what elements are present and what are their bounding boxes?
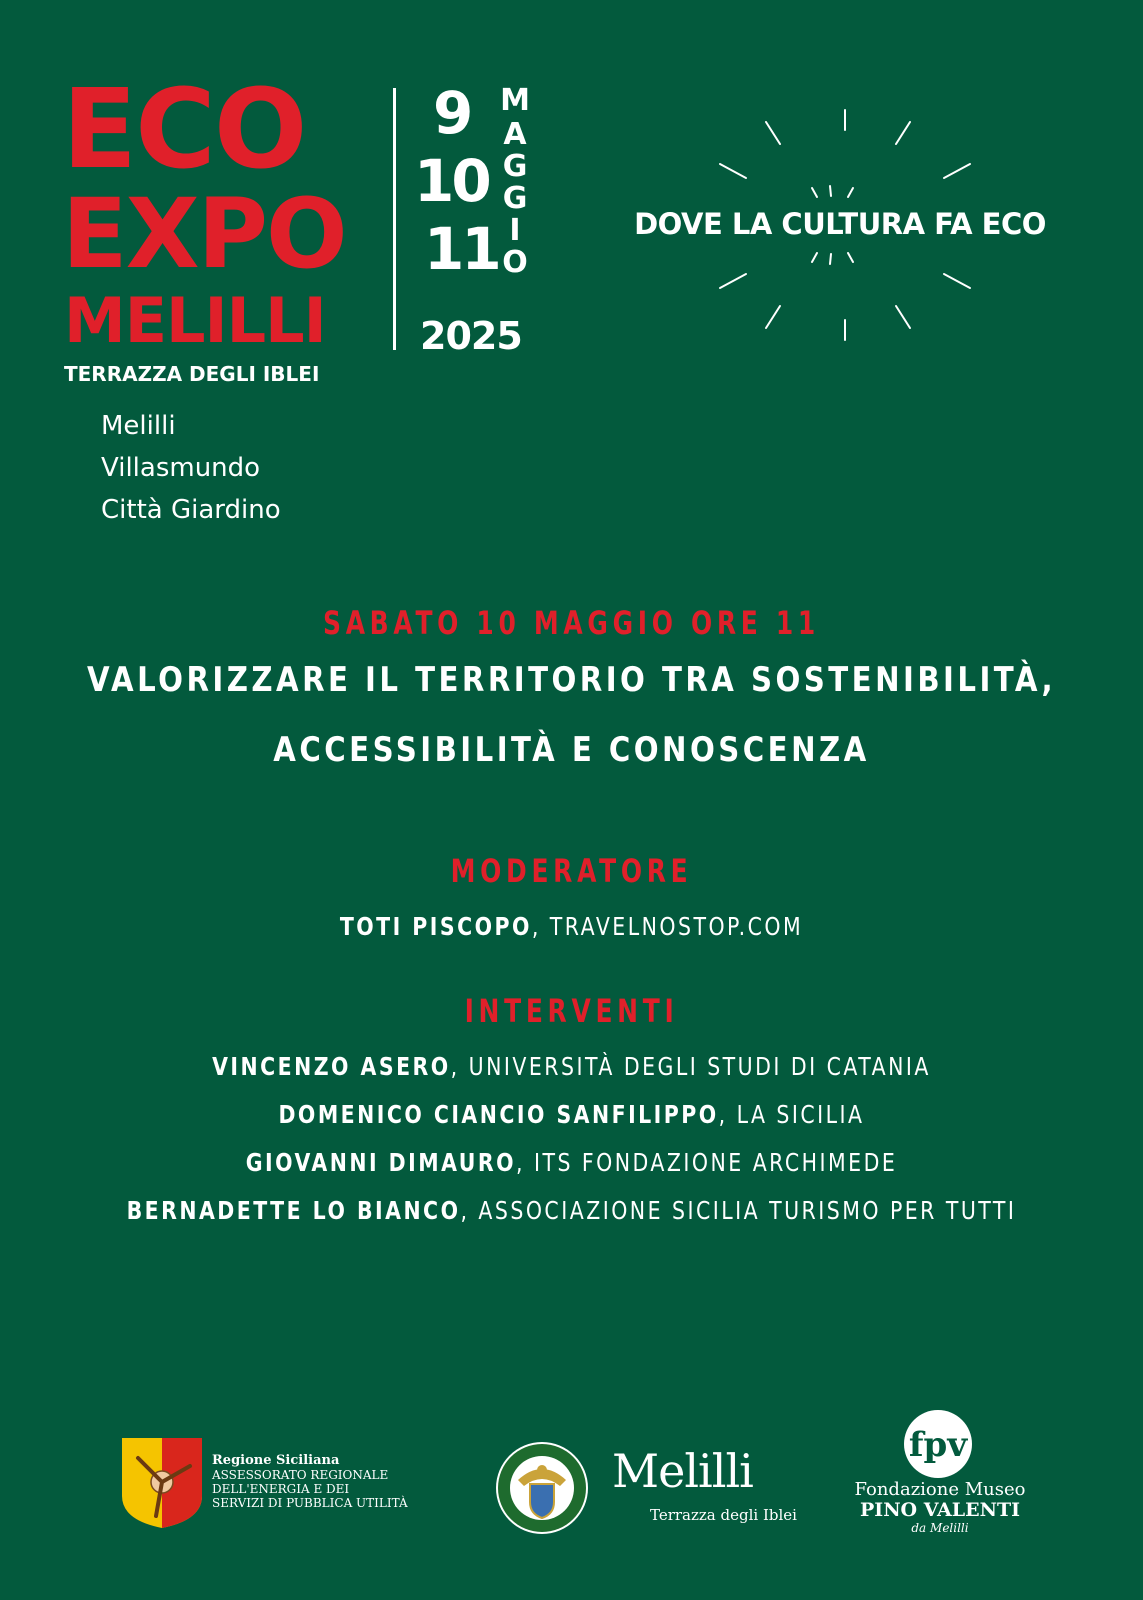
speaker-name: GIOVANNI DIMAURO [245,1148,517,1177]
tagline: DOVE LA CULTURA FA ECO [634,207,1046,241]
day-11: 11 [424,215,499,283]
event-year: 2025 [420,314,522,358]
fondazione-line3: da Melilli [911,1521,969,1535]
fondazione-text [850,1480,1030,1535]
fpv-monogram: fpv [908,1425,968,1465]
speaker-line [103,1148,1040,1177]
place-item: Città Giardino [101,495,281,525]
melilli-seal-icon [494,1440,590,1536]
session-date-time: SABATO 10 MAGGIO ORE 11 [323,604,820,642]
regione-line: DELL'ENERGIA E DEI [212,1482,350,1496]
moderator-heading: MODERATORE [450,852,693,890]
month-letter: A [503,117,527,152]
fondazione-line1: Fondazione Museo [854,1479,1026,1500]
speaker-affiliation: , ASSOCIAZIONE SICILIA TURISMO PER TUTTI [460,1196,1017,1225]
event-title-eco: ECO [62,65,306,193]
title-divider [393,88,396,350]
month-letter: I [509,213,521,248]
month-letter: M [500,83,530,118]
event-subtitle: TERRAZZA DEGLI IBLEI [64,362,320,386]
event-title-expo: EXPO [62,178,346,290]
fondazione-line2: PINO VALENTI [860,1499,1020,1521]
speaker-name: DOMENICO CIANCIO SANFILIPPO [278,1100,719,1129]
regione-line: ASSESSORATO REGIONALE [212,1468,389,1482]
melilli-logo-sub: Terrazza degli Iblei [650,1506,797,1524]
regione-title: Regione Siciliana [212,1453,340,1468]
regione-siciliana-shield-icon [120,1436,204,1530]
day-10: 10 [414,147,489,215]
event-title-melilli: MELILLI [64,284,326,357]
regione-siciliana-text [212,1454,408,1510]
moderator-line [103,912,1040,941]
moderator-affiliation: , TRAVELNOSTOP.COM [531,912,804,941]
speakers-heading: INTERVENTI [464,992,679,1030]
month-letter: G [502,181,528,216]
month-letter: G [502,149,528,184]
moderator-name: TOTI PISCOPO [339,912,532,941]
places-list [101,405,281,531]
speaker-affiliation: , LA SICILIA [718,1100,865,1129]
speaker-line [103,1100,1040,1129]
session-headline-line2: ACCESSIBILITÀ E CONOSCENZA [273,730,870,770]
melilli-logo-name: Melilli [612,1444,753,1498]
speaker-name: BERNADETTE LO BIANCO [126,1196,461,1225]
speaker-affiliation: , ITS FONDAZIONE ARCHIMEDE [516,1148,898,1177]
fpv-monogram-icon [902,1408,974,1480]
speaker-affiliation: , UNIVERSITÀ DEGLI STUDI DI CATANIA [450,1052,931,1081]
speaker-line [103,1052,1040,1081]
place-item: Melilli [101,411,176,441]
place-item: Villasmundo [101,453,261,483]
speaker-line [103,1196,1040,1225]
regione-line: SERVIZI DI PUBBLICA UTILITÀ [212,1496,408,1510]
day-9: 9 [433,79,471,147]
session-headline-line1: VALORIZZARE IL TERRITORIO TRA SOSTENIBILITÀ, [86,660,1057,700]
month-letter: O [502,245,528,280]
speaker-name: VINCENZO ASERO [212,1052,451,1081]
